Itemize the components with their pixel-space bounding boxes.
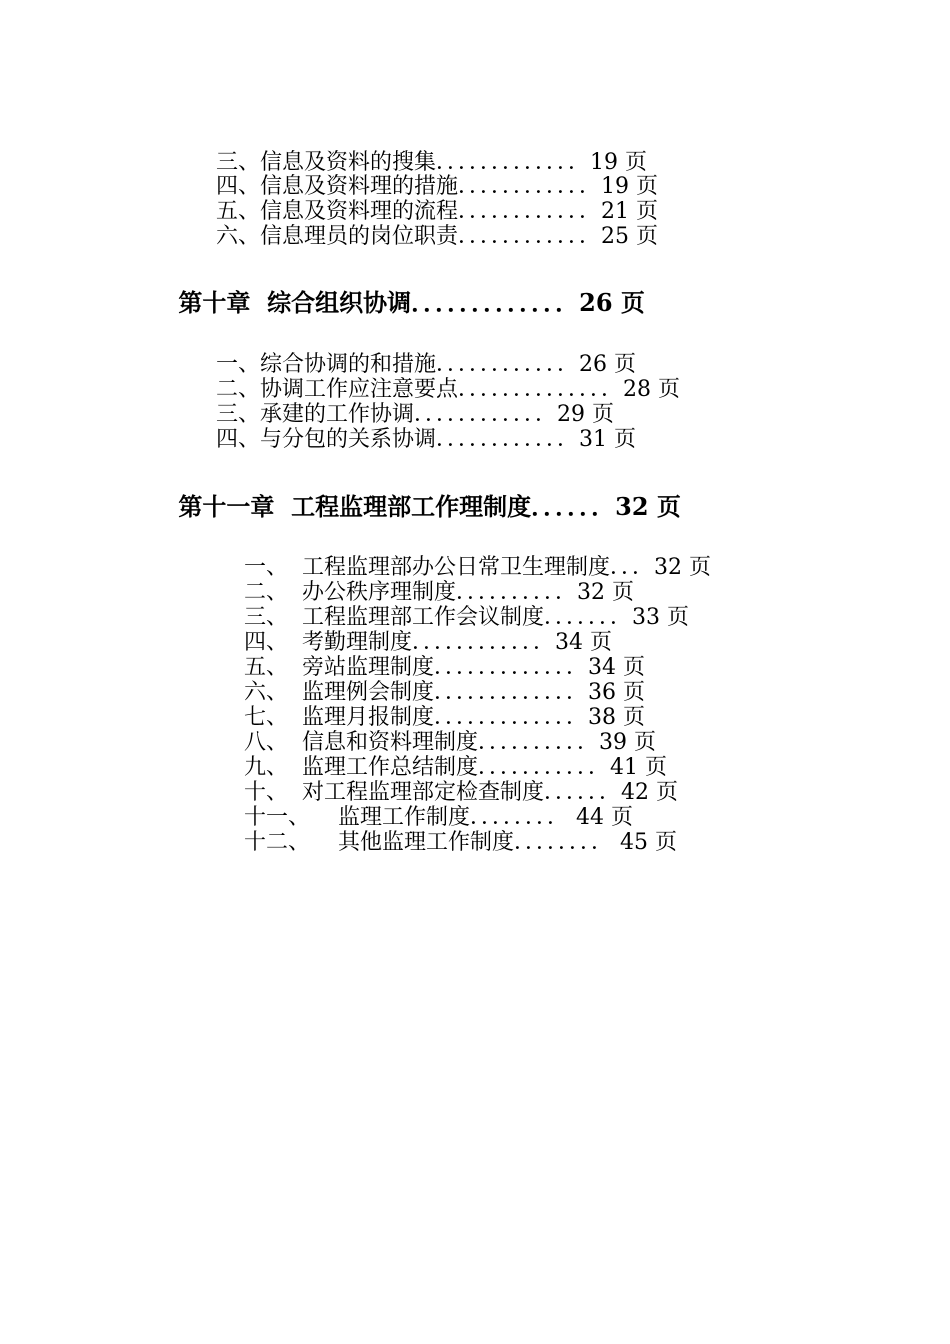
toc-entry-label: 四、信息及资料理的措施	[215, 174, 458, 199]
toc-entry-page: 39 页	[599, 730, 656, 755]
toc-entry-label: 三、承建的工作协调	[215, 402, 414, 427]
toc-entry-page: 38 页	[588, 705, 645, 730]
toc-entry-page: 32 页	[577, 580, 634, 605]
toc-entry-leader: ．．．．．．．．．．．．	[436, 427, 580, 452]
toc-entry-page: 29 页	[557, 402, 615, 427]
toc-entry-page: 36 页	[588, 680, 645, 705]
toc-entry-leader: ．．．．．．．．．．．．	[458, 174, 602, 199]
toc-entry-label: 一、 工程监理部办公日常卫生理制度	[243, 555, 610, 580]
toc-entry-leader: ．．．．．．	[543, 780, 621, 805]
toc-entry-page: 19 页	[590, 150, 648, 175]
toc-entry-label: 十、 对工程监理部定检查制度	[243, 780, 544, 805]
toc-chapter-leader: ．．．．．．．．．．．．．	[411, 288, 580, 317]
toc-entry-label: 八、 信息和资料理制度	[243, 730, 478, 755]
toc-entry-page: 44 页	[575, 805, 633, 830]
toc-chapter-leader: ．．．．．．	[531, 492, 616, 521]
toc-chapter-page: 26 页	[579, 288, 645, 317]
toc-entry-label: 三、 工程监理部工作会议制度	[243, 605, 544, 630]
toc-entry-page: 42 页	[621, 780, 678, 805]
toc-entry-label: 九、 监理工作总结制度	[243, 755, 478, 780]
toc-entry-leader: ．．．．．．．．．．	[455, 580, 577, 605]
toc-entry	[216, 804, 677, 882]
toc-chapter-title: 第十章 综合组织协调	[178, 288, 412, 317]
toc-entry-leader: ．．．．．．．．．．．．	[436, 352, 580, 377]
toc-entry-leader: ．．．．．．．．．．	[477, 730, 599, 755]
toc-entry-page: 34 页	[555, 630, 612, 655]
toc-entry-label: 六、信息理员的岗位职责	[215, 224, 458, 249]
toc-entry-leader: ．．．．．．．．．．．．	[458, 224, 602, 249]
toc-entry-label: 五、信息及资料理的流程	[215, 199, 458, 224]
toc-entry-leader: ．．．．．．．．．．．．	[414, 402, 558, 427]
toc-entry-page: 19 页	[601, 174, 659, 199]
toc-entry-leader: ．．．．．．．．．．．	[477, 755, 610, 780]
toc-entry-leader: ．．．．．．．．．．．．．	[433, 705, 588, 730]
toc-entry-leader: ．．．．．．．．．．．．．	[436, 150, 591, 175]
toc-entry-label: 十一、 监理工作制度	[243, 805, 470, 830]
toc-chapter-title: 第十一章 工程监理部工作理制度	[178, 492, 532, 521]
toc-entry-label: 六、 监理例会制度	[243, 680, 434, 705]
toc-entry-leader: ．．．．．．．．．．．．．．	[458, 377, 624, 402]
toc-entry-leader: ．．．．．．．．．．．．．	[433, 680, 588, 705]
toc-entry-leader: ．．．．．．．．	[513, 830, 620, 855]
toc-entry-page: 45 页	[619, 830, 677, 855]
toc-entry-label: 三、信息及资料的搜集	[215, 150, 436, 175]
toc-entry-page: 28 页	[623, 377, 681, 402]
toc-entry-label: 五、 旁站监理制度	[243, 655, 434, 680]
toc-entry-page: 26 页	[579, 352, 637, 377]
toc-entry-leader: ．．．．．．．．．．．．．	[433, 655, 588, 680]
toc-entry-page: 41 页	[610, 755, 667, 780]
toc-entry-label: 四、与分包的关系协调	[215, 427, 436, 452]
toc-entry-leader: ．．．．．．．．．．．．	[411, 630, 555, 655]
toc-entry-label: 一、综合协调的和措施	[215, 352, 436, 377]
toc-entry-page: 34 页	[588, 655, 645, 680]
toc-entry-label: 四、 考勤理制度	[243, 630, 412, 655]
toc-entry-page: 25 页	[601, 224, 659, 249]
toc-entry-label: 十二、 其他监理工作制度	[243, 830, 514, 855]
toc-entry-page: 32 页	[654, 555, 711, 580]
toc-entry-page: 31 页	[579, 427, 637, 452]
toc-entry-leader: ．．．．．．．	[543, 605, 632, 630]
toc-entry-leader: ．．．．．．．．	[469, 805, 576, 830]
toc-entry-page: 21 页	[601, 199, 659, 224]
toc-entry-label: 七、 监理月报制度	[243, 705, 434, 730]
toc-entry-leader: ．．．．．．．．．．．．	[458, 199, 602, 224]
toc-entry-label: 二、 办公秩序理制度	[243, 580, 456, 605]
toc-chapter-page: 32 页	[615, 492, 681, 521]
toc-entry-page: 33 页	[632, 605, 689, 630]
toc-entry-leader: ．．．	[609, 555, 654, 580]
toc-entry-label: 二、协调工作应注意要点	[215, 377, 458, 402]
